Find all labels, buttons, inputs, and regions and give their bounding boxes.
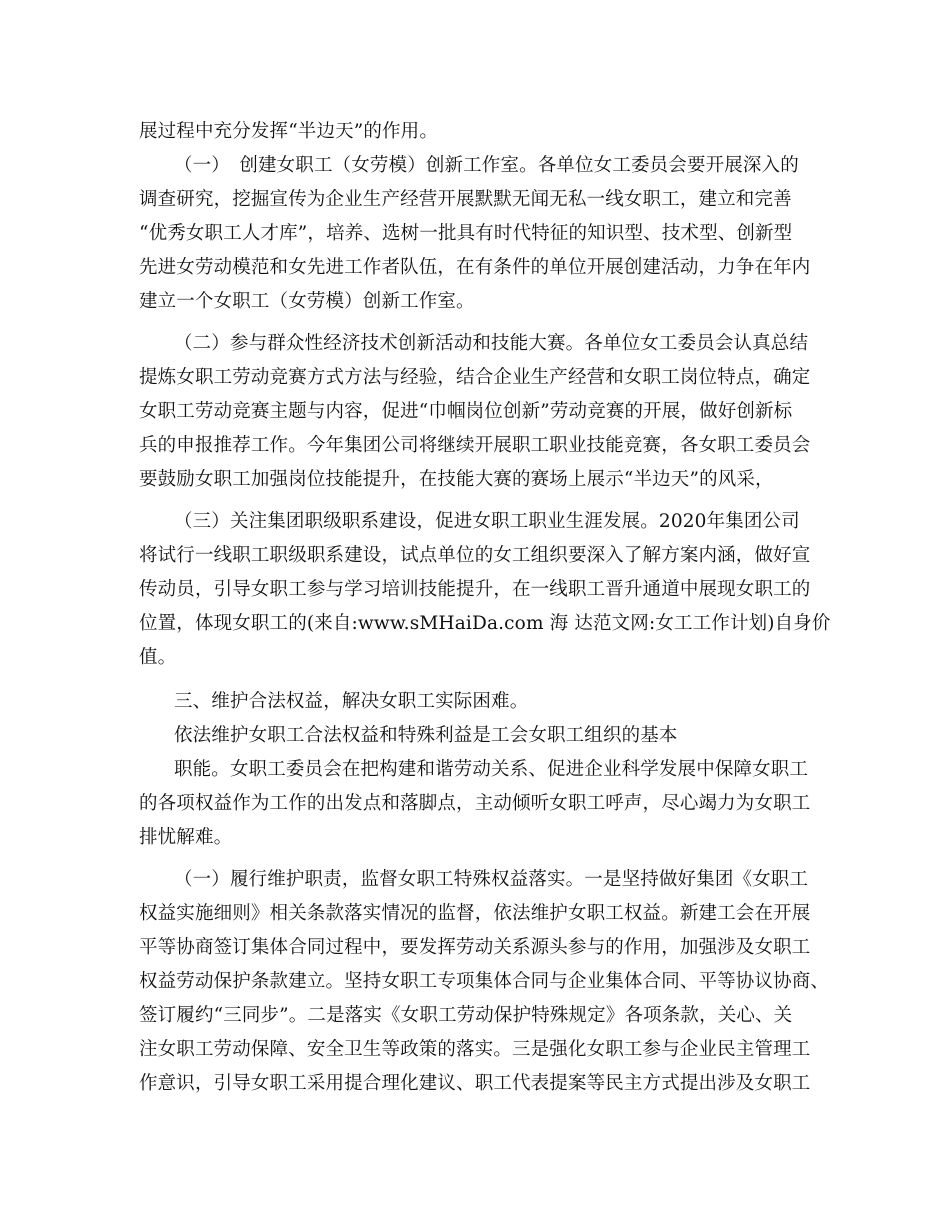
text-line: 作意识，引导女职工采用提合理化建议、职工代表提案等民主方式提出涉及女职工 — [139, 1073, 811, 1094]
text-line: 三、维护合法权益，解决女职工实际困难。 — [174, 691, 529, 712]
text-line: （一） 创建女职工（女劳模）创新工作室。各单位女工委员会要开展深入的 — [174, 155, 799, 176]
text-line: 权益实施细则》相关条款落实情况的监督，依法维护女职工权益。新建工会在开展 — [139, 903, 811, 924]
text-line: 女职工劳动竞赛主题与内容，促进“巾帼岗位创新”劳动竞赛的开展，做好创新标 — [139, 401, 793, 422]
text-line: 将试行一线职工职级职系建设，试点单位的女工组织要深入了解方案内涵，做好宣 — [139, 545, 811, 566]
text-line: 建立一个女职工（女劳模）创新工作室。 — [139, 291, 475, 312]
text-line: 要鼓励女职工加强岗位技能提升，在技能大赛的赛场上展示“半边天”的风采， — [139, 469, 774, 490]
text-line: 兵的申报推荐工作。今年集团公司将继续开展职工职业技能竞赛，各女职工委员会 — [139, 435, 811, 456]
text-line: 先进女劳动模范和女先进工作者队伍，在有条件的单位开展创建活动，力争在年内 — [139, 257, 811, 278]
text-line: 调查研究，挖掘宣传为企业生产经营开展默默无闻无私一线女职工，建立和完善 — [139, 189, 792, 210]
text-line: 的各项权益作为工作的出发点和落脚点，主动倾听女职工呼声，尽心竭力为女职工 — [139, 793, 811, 814]
text-line: 传动员，引导女职工参与学习培训技能提升，在一线职工晋升通道中展现女职工的 — [139, 579, 811, 600]
text-line: 职能。女职工委员会在把构建和谐劳动关系、促进企业科学发展中保障女职工 — [174, 759, 809, 780]
text-line: （一）履行维护职责，监督女职工特殊权益落实。一是坚持做好集团《女职工 — [174, 869, 809, 890]
text-line: （二）参与群众性经济技术创新活动和技能大赛。各单位女工委员会认真总结 — [174, 333, 809, 354]
text-line: 展过程中充分发挥“半边天”的作用。 — [139, 121, 438, 142]
text-line: 值。 — [139, 647, 177, 668]
text-line: 排忧解难。 — [139, 827, 233, 848]
text-line: 依法维护女职工合法权益和特殊利益是工会女职工组织的基本 — [174, 725, 678, 746]
text-line: 权益劳动保护条款建立。坚持女职工专项集体合同与企业集体合同、平等协议协商、 — [139, 971, 830, 992]
text-line: 签订履约“三同步”。二是落实《女职工劳动保护特殊规定》各项条款，关心、关 — [139, 1005, 793, 1026]
text-line: 位置，体现女职工的(来自:www.sMHaiDa.com 海 达范文网:女工工作计划)自身价 — [139, 613, 831, 634]
text-line: 提炼女职工劳动竞赛方式方法与经验，结合企业生产经营和女职工岗位特点，确定 — [139, 367, 811, 388]
text-line: 平等协商签订集体合同过程中，要发挥劳动关系源头参与的作用，加强涉及女职工 — [139, 937, 811, 958]
text-line: （三）关注集团职级职系建设，促进女职工职业生涯发展。2020年集团公司 — [174, 511, 800, 532]
text-line: “优秀女职工人才库”，培养、选树一批具有时代特征的知识型、技术型、创新型 — [139, 223, 793, 244]
text-line: 注女职工劳动保障、安全卫生等政策的落实。三是强化女职工参与企业民主管理工 — [139, 1039, 811, 1060]
